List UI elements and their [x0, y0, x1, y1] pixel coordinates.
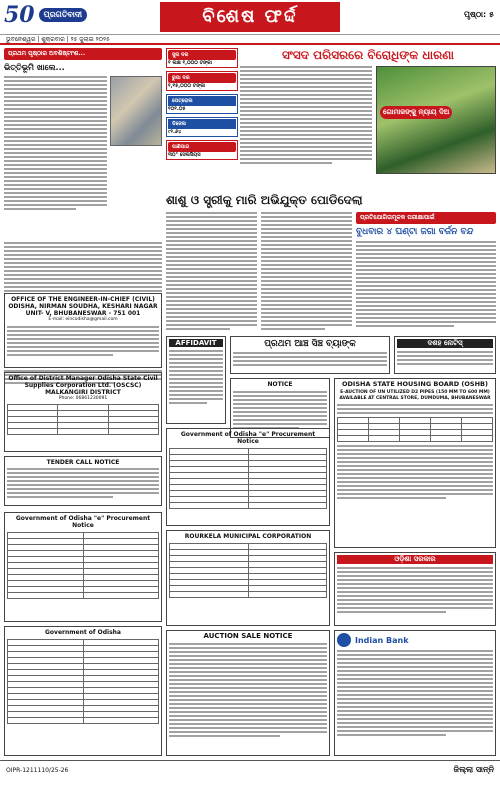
protest-photo — [376, 66, 496, 174]
anniversary-number: 50 — [4, 2, 35, 28]
ticker-item: ଡିଜେଲ ୯୨.୬୪ — [166, 117, 238, 137]
ticker-item: ପାଣିପାଗ ୩୦° ସେଲସିୟସ — [166, 140, 238, 160]
main-story-body — [166, 212, 352, 332]
engineer-tender-ad — [4, 293, 162, 368]
oscsc-ad-title: Office of District Manager Odisha State Civil Supplies Corporation Ltd. (OSCSC) MALKANGIRI DISTRICT — [8, 375, 158, 396]
oshb-table — [337, 417, 493, 442]
top-left-story — [4, 48, 162, 238]
oshb-subtitle: E-AUCTION OF UN UTILIZED D2 PIPES (150 MM TO 600 MM) AVAILABLE AT CENTRAL STORE, DUMDUMA, BHUBANESWAR — [339, 390, 491, 401]
footer-right: ଜିଲ୍ଲା ସାନ୍ନି — [453, 765, 494, 774]
gov-notice-title: Government of Odisha "e" Procurement Notice — [15, 515, 151, 529]
paper-name: ପ୍ରଗତିବାଦୀ — [39, 8, 87, 22]
right-story-headline: ବୁଧବାର ୪ ଘଣ୍ଟା ଜଗା ବର୍ଜନ ବନ୍ଦ — [356, 227, 474, 237]
footer-left: OIPR-1211110/25-26 — [6, 767, 69, 774]
oscsc-ad-phone: Phone: 06861230091 — [58, 396, 108, 401]
auction-sale-ad — [166, 630, 330, 756]
rates-ticker — [166, 48, 238, 188]
oscsc-ad-table — [7, 404, 159, 435]
ticker-item: ପେଟ୍ରୋଲ ୧୦୧.୦୫ — [166, 94, 238, 114]
affidavit-ad — [166, 336, 226, 424]
middle-story-headline: ସଂସଦ ପରିସରରେ ବିରୋଧିଙ୍କ ଧାରଣା — [281, 48, 455, 62]
main-headline: ଶାଶୁ ଓ ସ୍ତ୍ରୀକୁ ମାରି ଅଭିଯୁକ୍ତ ପୋଡିଦେଲା — [166, 193, 363, 207]
affidavit-title: AFFIDAVIT — [169, 339, 223, 347]
indian-bank-logo-icon — [337, 633, 351, 647]
bank-notice-ad — [230, 336, 390, 374]
gov-procurement-ad-left — [4, 512, 162, 622]
protest-badge: ଗୋମାଜଙ୍କୁ ନ୍ୟାୟ ଦିଅ — [380, 106, 452, 119]
oscsc-tender-ad — [4, 372, 162, 452]
main-headline-block — [166, 192, 488, 210]
engineer-ad-title: OFFICE OF THE ENGINEER-IN-CHIEF (CIVIL) ODISHA, NIRMAN SOUDHA, KESHARI NAGAR UNIT- V, BHUBANESWAR - 751 001 — [8, 296, 158, 317]
masthead — [0, 0, 500, 46]
bottom-gov-title: Government of Odisha — [45, 629, 121, 636]
auction-title: AUCTION SALE NOTICE — [203, 632, 293, 640]
story-headline: ଭିତ୍ତିଭୂମି ଖାଲେ... — [4, 63, 65, 72]
story-kicker: ପ୍ରଥମ ପୃଷ୍ଠାର ଅବଶିଷ୍ଟାଂଶ... — [4, 48, 162, 60]
gov-procurement-ad-bottom — [4, 626, 162, 756]
building-photo — [110, 76, 162, 146]
ticker-item: ସୁନା ଦର ୧ ଲକ୍ଷ ୧,୦୦୦ ଟଙ୍କା — [166, 48, 238, 68]
newspaper-logo — [4, 2, 90, 28]
middle-story-body — [240, 66, 372, 174]
right-story-kicker: ପ୍ରତିଯୋଗିତାମୂଳକ ପରୀକ୍ଷାପାଇଁ — [356, 212, 496, 224]
odia-notice-title: ଓଡ଼ିଶା ସରକାର — [337, 555, 493, 564]
indian-bank-name: Indian Bank — [355, 635, 409, 645]
dasha-notice-ad — [394, 336, 496, 374]
notice-title: NOTICE — [267, 381, 293, 388]
story-body — [4, 76, 107, 210]
odia-notice-ad — [334, 552, 496, 626]
rourkela-title: ROURKELA MUNICIPAL CORPORATION — [184, 533, 312, 540]
dasha-notice-title: ଦଶହ ନୋଟିସ୍ — [397, 339, 493, 348]
engineer-ad-email: E-mail: eincodisha@gmail.com — [48, 317, 118, 322]
gov-procurement-center-title: Government of Odisha "e" Procurement Notice — [180, 431, 316, 445]
dateline: ଭୁବନେଶ୍ୱର | ଶୁକ୍ରବାର | ୨୫ ଜୁଲାଇ ୨୦୨୫ — [0, 34, 500, 45]
tender-call-title: TENDER CALL NOTICE — [46, 459, 120, 466]
middle-story — [240, 48, 496, 188]
rourkela-ad — [166, 530, 330, 626]
footer — [0, 760, 500, 788]
right-story — [356, 212, 496, 332]
gov-procurement-ad-center — [166, 428, 330, 526]
bank-name: ପ୍ରଥମ ଆଞ୍ଚ ସିଞ୍ଚ ବ୍ୟାଙ୍କ — [264, 339, 356, 349]
page-number: ପୃଷ୍ଠା: ୫ — [463, 10, 494, 19]
section-title: ବିଶେଷ ଫର୍ଦ୍ଦ — [160, 2, 340, 32]
ticker-item: ରୁପା ଦର ୧,୧୫,୦୦୦ ଟଙ୍କା — [166, 71, 238, 91]
indian-bank-ad — [334, 630, 496, 756]
oshb-title: ODISHA STATE HOUSING BOARD (OSHB) — [342, 380, 488, 388]
tender-call-ad — [4, 456, 162, 506]
oshb-auction-ad — [334, 378, 496, 548]
